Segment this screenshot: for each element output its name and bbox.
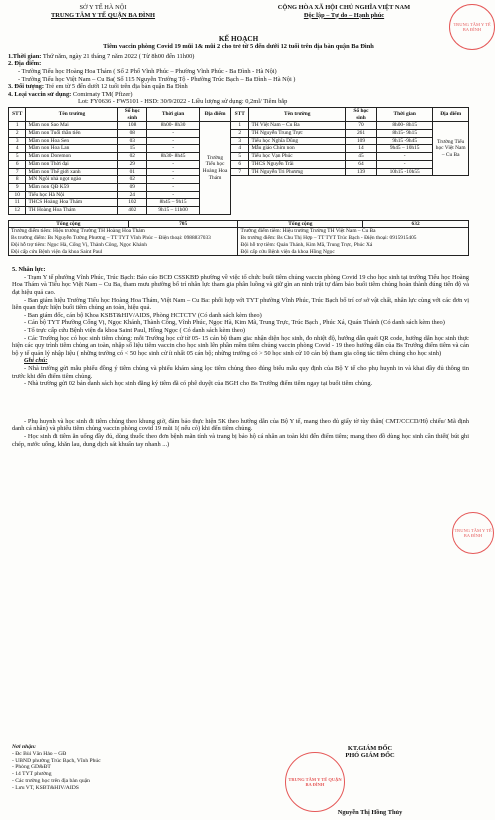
row-count: 139 (345, 168, 376, 176)
empty-cell (231, 176, 469, 215)
total-right: 632 (363, 220, 469, 228)
row-stt: 11 (9, 199, 26, 207)
section-5 (8, 266, 469, 388)
row-count: 15 (118, 145, 147, 153)
vaccine-text: Comirnaty TM( Pfizer) (71, 90, 133, 98)
side-stamp-text: TRUNG TÂM Y TẾ BA ĐÌNH (454, 528, 492, 538)
row-time: - (147, 176, 200, 184)
row-count: 01 (118, 168, 147, 176)
row-stt: 1 (231, 122, 249, 130)
total-label-right: Tổng cộng (238, 220, 363, 228)
bottom-note: - Học sinh đi tiêm ăn uống đầy đủ, dùng thuốc theo đơn bệnh mãn tính và trang bị bảo hộ cá nhân an toàn khi đến điểm tiêm; mang theo đồ dùng học sinh cần thiết( bút ghi chép, nước uống, khăn lau, dung dịch sát khuẩn tay nhanh ...) (12, 432, 469, 448)
row-school: Mầm non Hoa Lan (26, 145, 118, 153)
recipient-item: - 14 TYT phường (12, 771, 52, 778)
header-time: Thời gian (377, 107, 433, 121)
row-count: 08 (118, 130, 147, 138)
note-para: - Nhà trường gửi mẫu phiếu đồng ý tiêm chủng và phiếu khám sàng lọc tiêm chủng theo đúng biểu mẫu quy định của Bộ Y tế cho phụ huynh in và khai đầy đủ thông tin trước khi đến điểm tiêm chủng. (12, 365, 469, 380)
row-time: 8h15- 9h15 (377, 130, 433, 138)
row-time: - (147, 191, 200, 199)
corner-stamp-text: TRUNG TÂM Y TẾ BA ĐÌNH (453, 22, 491, 32)
row-count: 09 (118, 183, 147, 191)
row-stt: 3 (9, 137, 26, 145)
signature-line-1: KT.GIÁM ĐỐC (347, 745, 393, 752)
header-count: Số học sinh (345, 107, 376, 121)
left-head: Trưởng điểm tiêm: Hiệu trưởng Trường TH Hoàng Hoa Thám (11, 228, 145, 235)
staff-para: - Tổ trực cấp cứu Bệnh viện đa khoa Saint Paul, Hồng Ngọc ( Có danh sách kèm theo) (24, 327, 246, 335)
row-count: 03 (118, 137, 147, 145)
table-row (9, 145, 469, 153)
row-school: TH Nguyễn Tri Phương (249, 168, 346, 176)
row-time: 9h15 -9h45 (377, 137, 433, 145)
header-location: Địa điểm (433, 107, 469, 121)
row-school: Tiểu học Nghĩa Dũng (249, 137, 346, 145)
country-line-1: CỘNG HÒA XÃ HỘI CHỦ NGHĨA VIỆT NAM (277, 4, 411, 11)
row-time: - (147, 137, 200, 145)
row-time: 9h45 – 10h15 (377, 145, 433, 153)
row-count: 02 (118, 153, 147, 161)
location-1: - Trường Tiểu học Hoàng Hoa Thám ( Số 2 Phố Vĩnh Phúc – Phường Vĩnh Phúc - Ba Đình - Hà Nội) (18, 67, 277, 75)
leaders-left (9, 228, 238, 256)
row-location: Trường Tiểu học Việt Nam – Cu Ba (433, 122, 469, 176)
row-count: 24 (118, 191, 147, 199)
row-stt: 4 (9, 145, 26, 153)
row-school: Mầm non Sao Mai (26, 122, 118, 130)
recipients-label: Nơi nhận: (12, 744, 36, 750)
right-emergency: Đội cấp cứu Bệnh viện đa khoa Hồng Ngọc (240, 248, 335, 255)
row-school: THCS Hoàng Hoa Thám (26, 199, 118, 207)
row-school: THCS Nguyễn Trãi (249, 160, 346, 168)
row-count: 64 (345, 160, 376, 168)
header-stt: STT (231, 107, 249, 121)
row-time: - (147, 168, 200, 176)
row-time: - (377, 153, 433, 161)
row-time: - (147, 183, 200, 191)
table-row (9, 122, 469, 130)
staff-para: - Ban giám hiệu Trường Tiểu học Hoàng Hoa Thám, Việt Nam – Cu Ba: phối hợp với TYT phường Vĩnh Phúc, Trúc Bạch bố trí cơ sở vật chất, nhân lực cùng với các đơn vị liên quan thực hiện buổi tiêm chủng an toàn, hiệu quả. (12, 296, 469, 312)
org-block (8, 4, 198, 19)
official-stamp-text: TRUNG TÂM Y TẾ QUẬN BA ĐÌNH (288, 777, 342, 787)
note-para: - Nhà trường gửi 02 bản danh sách học sinh đăng ký tiêm đã có phê duyệt của BGH cho Bs Trưởng điểm tiêm ngay tại buổi tiêm chủng. (24, 380, 373, 388)
row-school: Mầm non QĐ K59 (26, 183, 118, 191)
summary-table (8, 220, 469, 257)
recipient-item: - Phòng GD&ĐT (12, 764, 51, 771)
leaders-row (9, 228, 469, 256)
lot-text: Lot: FY0636 - FW5101 - HSD: 30/9/2022 - Liều lượng sử dụng: 0,2ml/ Tiêm bắp (78, 98, 288, 106)
row-school: Mầm non Thời đại (26, 160, 118, 168)
row-count: 109 (345, 137, 376, 145)
corner-stamp (449, 4, 495, 50)
row-stt: 6 (9, 160, 26, 168)
row-stt: 7 (231, 168, 249, 176)
row-school: Mầm non Hoa Sen (26, 137, 118, 145)
header-time: Thời gian (147, 107, 200, 121)
row-location: Trường Tiểu học Hoàng Hoa Thám (200, 122, 231, 214)
doc-title: KẾ HOẠCH (218, 35, 259, 44)
row-school: Mẫu giáo Chim non (249, 145, 346, 153)
row-time: 10h15 -10h55 (377, 168, 433, 176)
table-row (9, 160, 469, 168)
row-school: TH Hoàng Hoa Thám (26, 207, 118, 215)
row-time: 8h00- 8h15 (377, 122, 433, 130)
table-header-row (9, 107, 469, 121)
row-stt: 9 (9, 183, 26, 191)
schedule-table (8, 107, 469, 215)
row-stt: 8 (9, 176, 26, 184)
section-1-info (8, 53, 469, 106)
row-time: 9h15 – 11h00 (147, 207, 200, 215)
row-count: 70 (345, 122, 376, 130)
row-school: Mầm non Thế giới xanh (26, 168, 118, 176)
row-time: - (377, 160, 433, 168)
target-text: Trẻ em từ 5 đến dưới 12 tuổi trên địa bàn quận Ba Đình (43, 83, 188, 91)
bottom-note: - Phụ huynh và học sinh đi tiêm chủng theo khung giờ, đảm bảo thực hiện 5K theo hướng dẫn của Bộ Y tế, mang theo đủ giấy tờ tùy thân( CMT/CCCD/Hộ chiếu/ Mã định danh cá nhân) và phiếu tiêm chủng vaccin phòng covid 19 mũi 1( nếu có) khi đến tiêm chủng. (12, 417, 469, 433)
header-count: Số học sinh (118, 107, 147, 121)
title-block (8, 35, 469, 51)
row-count: 02 (118, 176, 147, 184)
row-time: 8h45 – 9h15 (147, 199, 200, 207)
row-time: - (147, 160, 200, 168)
row-school: MN Ngôi nhà ngọt ngào (26, 176, 118, 184)
row-time: 8h00- 8h30 (147, 122, 200, 130)
row-stt: 7 (9, 168, 26, 176)
left-emergency: Đội cấp cứu Bệnh viện đa khoa Saint Paul (11, 248, 103, 255)
recipient-item: - Các trường học trên địa bàn quận (12, 777, 90, 784)
staff-para: - Ban giám đốc, cán bộ Khoa KSBT&HIV/AIDS, Phòng HCTCTV (Có danh sách kèm theo) (24, 311, 262, 319)
row-time: 8h30- 8h45 (147, 153, 200, 161)
row-count: 102 (118, 199, 147, 207)
row-count: 108 (118, 122, 147, 130)
row-count: 261 (345, 130, 376, 138)
row-count: 29 (118, 160, 147, 168)
table-row (9, 153, 469, 161)
header-school: Tên trường (26, 107, 118, 121)
row-time: - (147, 130, 200, 138)
signature-line-2: PHÓ GIÁM ĐỐC (345, 752, 395, 759)
document-header (8, 4, 469, 19)
row-school: Tiểu học Vạn Phúc (249, 153, 346, 161)
right-doctor: Bs trưởng điểm: Bs Chu Thị Hợp – TT TYT Trúc Bạch - Điện thoại: 0915915405 (240, 235, 417, 242)
row-stt: 4 (231, 145, 249, 153)
country-line-2: Độc lập – Tự do – Hạnh phúc (303, 11, 385, 19)
recipients-block (12, 744, 162, 792)
leaders-right (238, 228, 469, 256)
right-support: Đội hỗ trợ tiêm: Quán Thánh, Kim Mã, Trung Trực, Phúc Xá (240, 241, 373, 248)
row-school: Tiểu học Hà Nội (26, 191, 118, 199)
header-school: Tên trường (249, 107, 346, 121)
org-line-2: TRUNG TÂM Y TẾ QUẬN BA ĐÌNH (50, 11, 156, 19)
section-5-heading: 5. Nhân lực: (12, 266, 46, 274)
row-stt: 2 (231, 130, 249, 138)
note-heading: Ghi chú: (24, 357, 48, 365)
total-label-left: Tổng cộng (9, 220, 129, 228)
row-school: Mầm non Doremon (26, 153, 118, 161)
row-stt: 2 (9, 130, 26, 138)
row-school: Mầm non Tuổi thần tiên (26, 130, 118, 138)
bottom-notes (8, 418, 469, 448)
row-stt: 5 (9, 153, 26, 161)
row-stt: 5 (231, 153, 249, 161)
location-2: - Trường Tiểu học Việt Nam – Cu Ba( Số 115 Nguyễn Trường Tộ - Phường Trúc Bạch – Ba Đình – Hà Nội ) (18, 75, 296, 83)
total-left: 705 (128, 220, 238, 228)
row-stt: 12 (9, 207, 26, 215)
recipient-item: - UBND phường Trúc Bạch, Vĩnh Phúc (12, 757, 101, 764)
right-head: Trưởng điểm tiêm: Hiệu trưởng Trường TH Việt Nam – Cu Ba (240, 228, 376, 235)
time-text: Thứ năm, ngày 21 tháng 7 năm 2022 ( Từ 8h00 đến 11h00) (41, 52, 195, 60)
table-row (9, 130, 469, 138)
official-stamp (285, 752, 345, 812)
row-school: TH Việt Nam – Cu Ba (249, 122, 346, 130)
table-row (9, 176, 469, 184)
org-line-1: SỞ Y TẾ HÀ NỘI (79, 4, 127, 11)
country-block (219, 4, 469, 19)
staff-para: - Các Trường học có học sinh tiêm chủng: mỗi Trường học cử từ 05- 15 cán bộ tham gia: nhận diện học sinh, đo nhiệt độ, hướng dẫn quét QR code, hướng dẫn học sinh thực hiện các quy trình tiêm chủng an toàn, nhập số liệu tiêm vaccin cho học sinh lên phần mềm tiêm chủng vaccin phòng Covid - 19 theo hướng dẫn của Bs Trưởng điểm tiêm và cán bộ y tế quản lý nhập liệu ( những trường có < 50 học sinh cử ít nhất 05 cán bộ; những trường có > 50 học sinh cử 10 cán bộ tham gia công tác tiêm chủng cho học sinh) (12, 334, 469, 357)
totals-row (9, 220, 469, 228)
time-label: 1.Thời gian: (8, 52, 42, 60)
side-stamp (452, 512, 494, 554)
recipient-item: - Đc Bùi Văn Hảo – GĐ (12, 750, 67, 757)
left-doctor: Bs trưởng điểm: Bs Nguyễn Tường Phương – TT TYT Vĩnh Phúc – Điện thoại: 0988837033 (11, 235, 211, 242)
row-count: 45 (345, 153, 376, 161)
row-stt: 1 (9, 122, 26, 130)
row-count: 14 (345, 145, 376, 153)
signer-name: Nguyễn Thị Hồng Thủy (337, 809, 403, 816)
doc-subtitle: Tiêm vaccin phòng Covid 19 mũi 1& mũi 2 cho trẻ từ 5 đến dưới 12 tuổi trên địa bàn quận Ba Đình (103, 43, 374, 51)
target-label: 3. Đối tượng: (8, 83, 44, 91)
table-row (9, 168, 469, 176)
left-support: Đội hỗ trợ tiêm: Ngọc Hà, Cống Vị, Thành Công, Ngọc Khánh (11, 241, 147, 248)
staff-para: - Trạm Y tế phường Vĩnh Phúc, Trúc Bạch: Báo cáo BCĐ CSSKBĐ phường về việc tổ chức buổi tiêm chủng vaccin phòng Covid 19 cho học sinh tại trường Tiểu học Hoàng Hoa Thám và Tiểu học Việt Nam – Cu Ba, tham mưu phường bố trí nhân lực tham gia phân luồng và giữ gìn an ninh trật tự đảm bảo buổi tiêm chủng hoàn thành đúng tiến độ và đạt hiệu quả cao. (12, 273, 469, 297)
row-school: TH Nguyễn Trung Trực (249, 130, 346, 138)
header-stt: STT (9, 107, 26, 121)
staff-para: - Cán bộ TYT Phường Cống Vị, Ngọc Khánh, Thành Công, Vĩnh Phúc, Ngọc Hà, Kim Mã, Trung Trực, Trúc Bạch , Phúc Xá, Quán Thánh (Có danh sách kèm theo) (24, 319, 445, 327)
vaccine-label: 4. Loại vaccin sử dụng: (8, 90, 72, 98)
location-label: 2. Địa điểm: (8, 60, 42, 68)
header-location: Địa điểm (200, 107, 231, 121)
recipient-item: - Lưu VT, KSBT&HIV/AIDS (12, 784, 79, 791)
row-stt: 3 (231, 137, 249, 145)
row-stt: 10 (9, 191, 26, 199)
table-row (9, 137, 469, 145)
schedule-body (9, 122, 469, 214)
row-count: 402 (118, 207, 147, 215)
row-stt: 6 (231, 160, 249, 168)
row-time: - (147, 145, 200, 153)
